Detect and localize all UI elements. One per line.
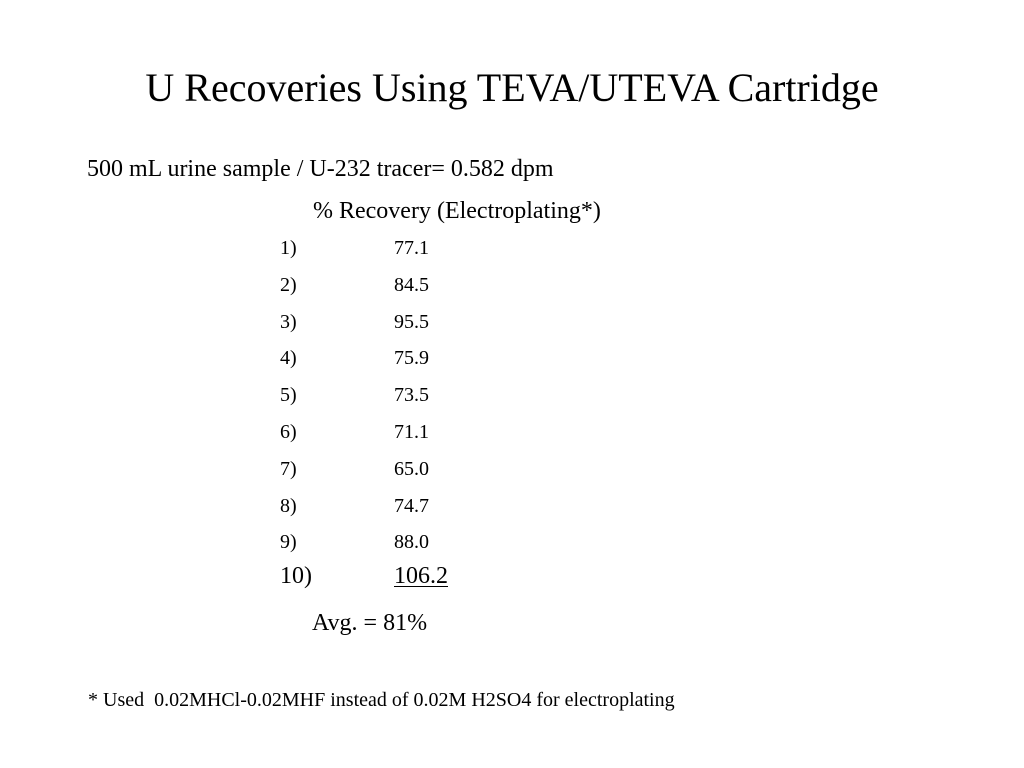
row-value: 75.9 (394, 347, 429, 370)
row-value: 65.0 (394, 457, 429, 480)
row-index: 2) (280, 273, 297, 296)
row-index: 10) (280, 563, 312, 590)
row-index: 8) (280, 494, 297, 517)
row-value: 106.2 (394, 563, 448, 590)
row-value: 88.0 (394, 531, 429, 554)
recovery-column-header: % Recovery (Electroplating*) (313, 198, 601, 224)
average-recovery (312, 608, 427, 638)
sample-description: 500 mL urine sample / U-232 tracer= 0.582 dpm (87, 156, 554, 182)
footnote: * Used 0.02MHCl-0.02MHF instead of 0.02M H2SO4 for electroplating (88, 689, 675, 711)
row-index: 4) (280, 347, 297, 370)
row-index: 6) (280, 420, 297, 443)
row-value: 84.5 (394, 273, 429, 296)
slide-title: U Recoveries Using TEVA/UTEVA Cartridge (145, 65, 879, 110)
average-label: Avg. = (312, 610, 378, 636)
row-index: 9) (280, 531, 297, 554)
row-value: 77.1 (394, 237, 429, 259)
row-index: 1) (280, 237, 297, 259)
row-value: 95.5 (394, 310, 429, 333)
row-index: 7) (280, 457, 297, 480)
row-value: 73.5 (394, 384, 429, 407)
row-index: 3) (280, 310, 297, 333)
average-value: 81% (383, 610, 428, 636)
row-value: 74.7 (394, 494, 429, 517)
row-value: 71.1 (394, 420, 429, 443)
row-index: 5) (280, 384, 297, 407)
